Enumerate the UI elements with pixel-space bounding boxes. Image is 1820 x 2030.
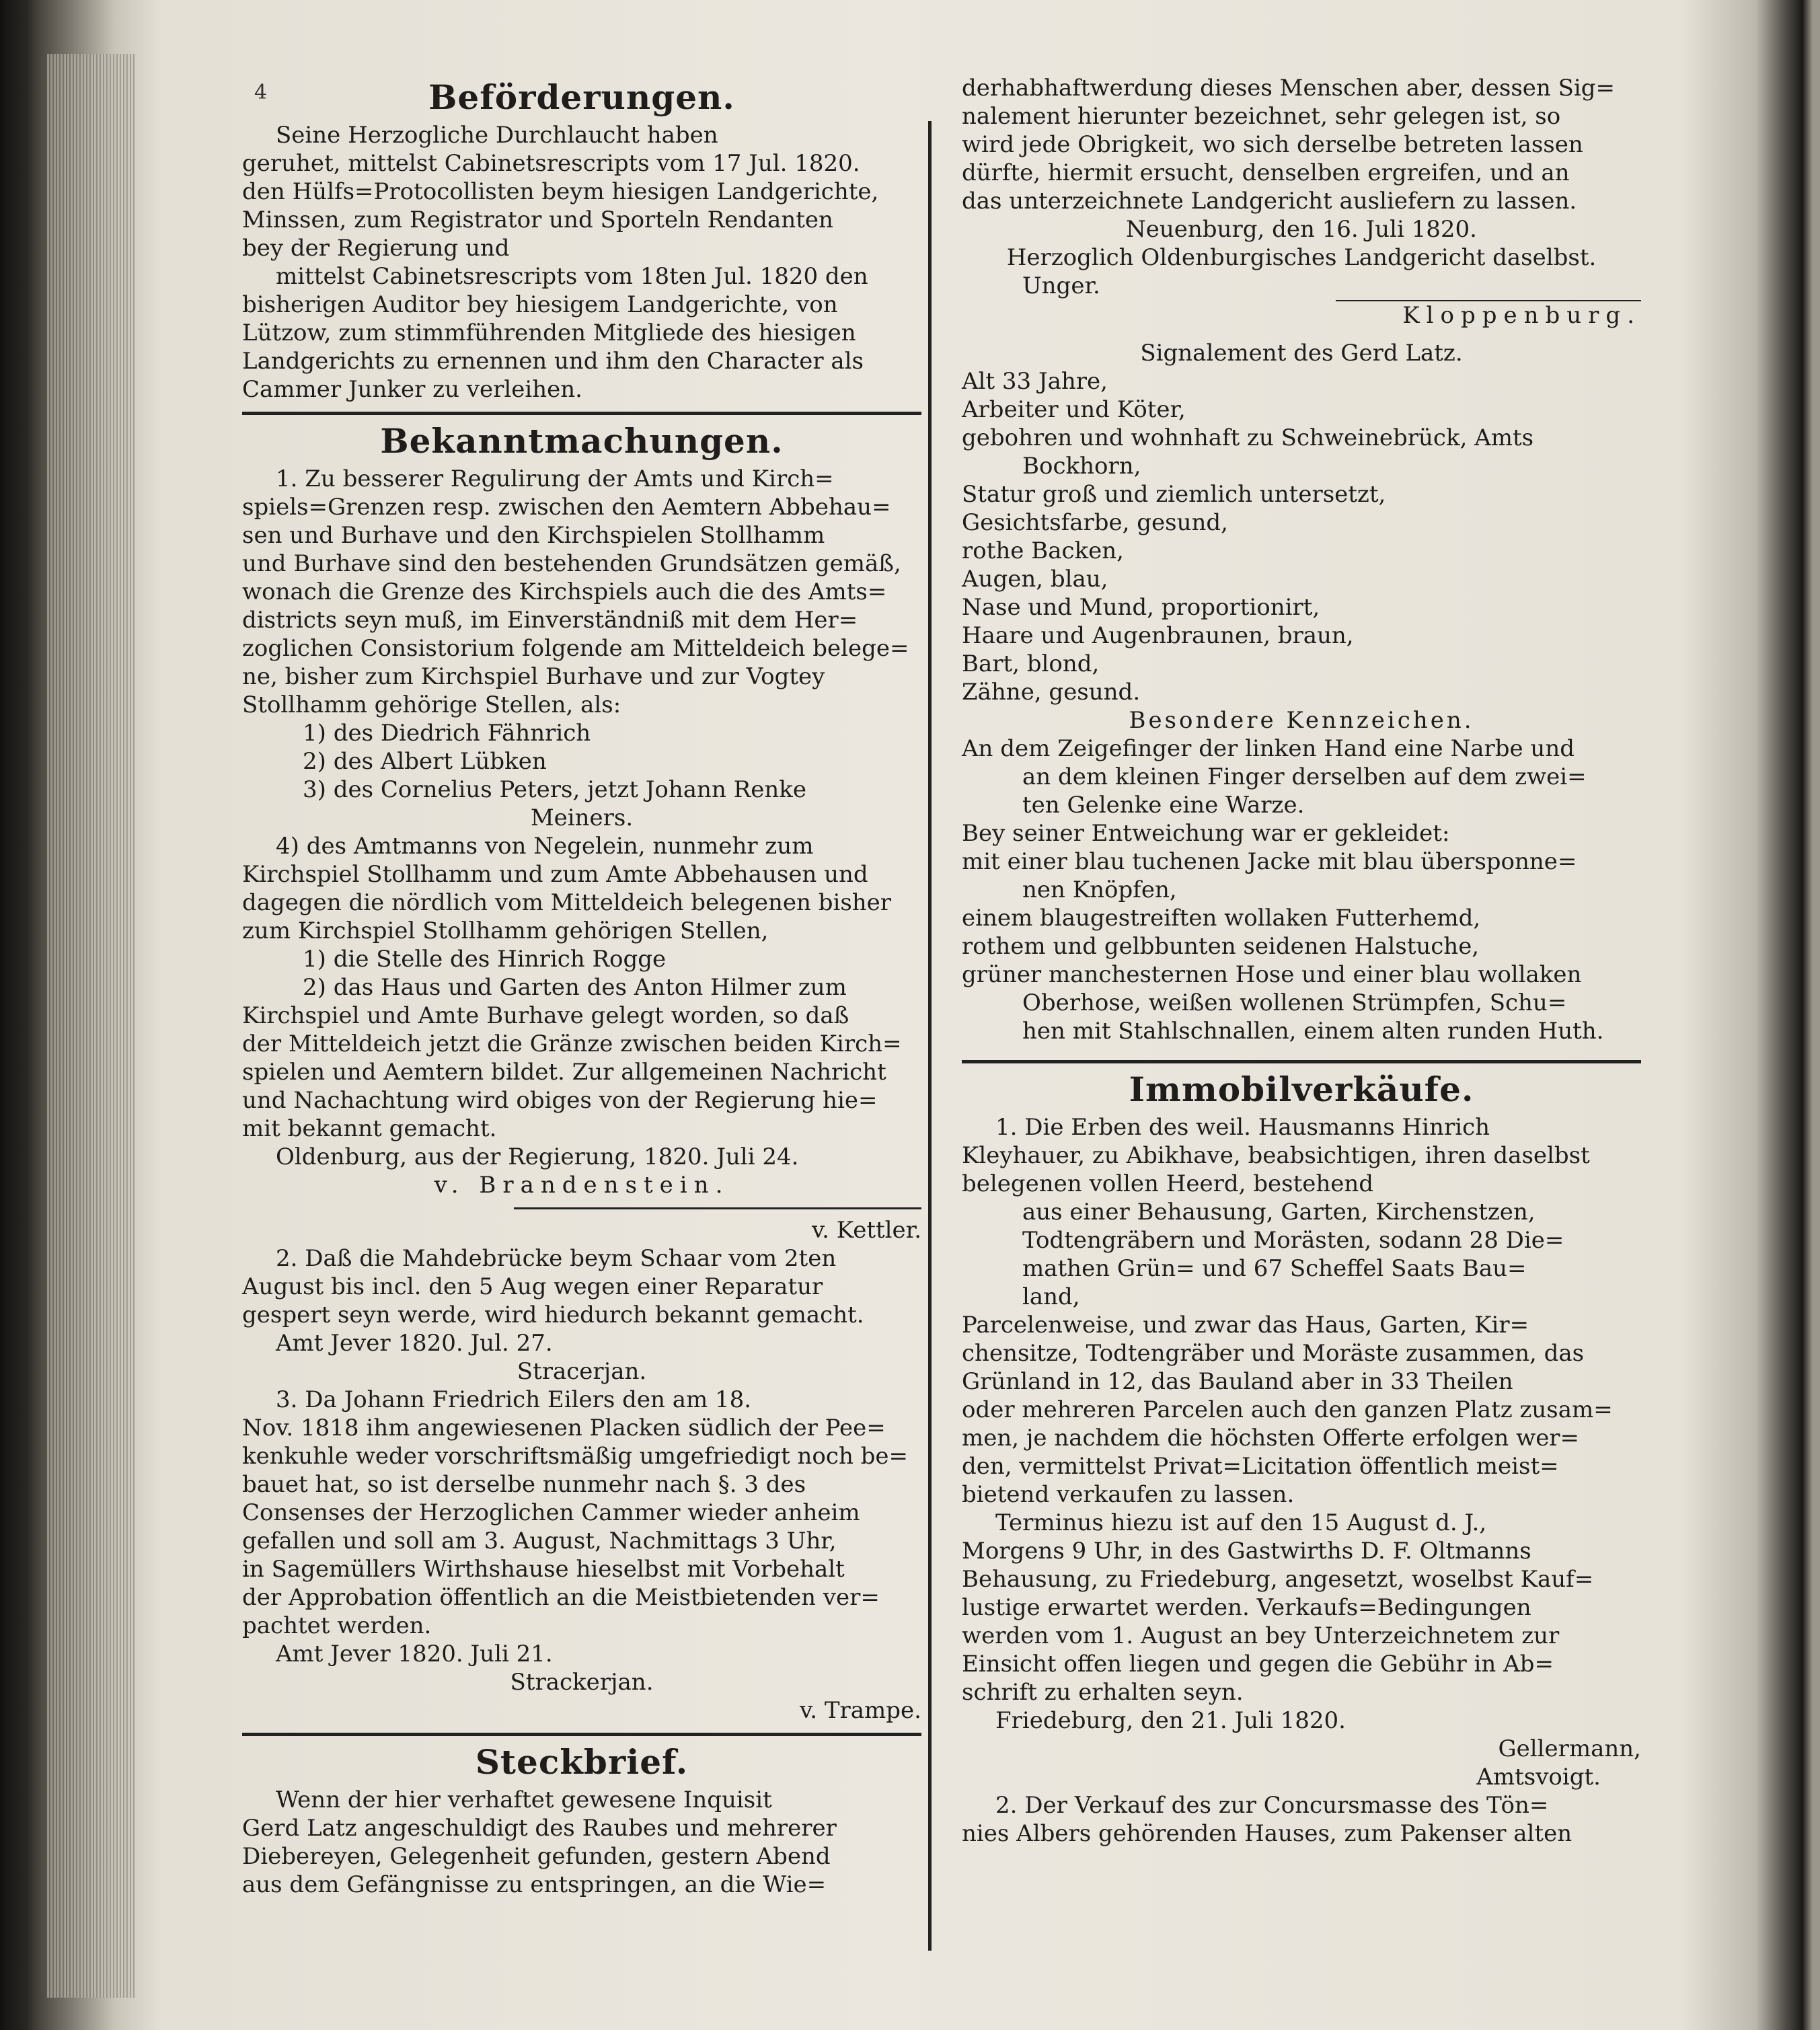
signature-rule — [514, 1207, 921, 1209]
section-rule — [242, 1733, 921, 1736]
marks-title: Besondere Kennzeichen. — [1129, 707, 1474, 734]
text-line: Kirchspiel Stollhamm und zum Amte Abbehausen und — [242, 861, 868, 888]
text-line: Nov. 1818 ihm angewiesenen Placken südlich der Pee= — [242, 1415, 886, 1441]
text-line: districts seyn muß, im Einverständniß mit dem Her= — [242, 607, 858, 634]
text-line: zum Kirchspiel Stollhamm gehörigen Stellen, — [242, 917, 769, 944]
dateline: Amt Jever 1820. Jul. 27. — [276, 1330, 553, 1357]
list-item: gebohren und wohnhaft zu Schweinebrück, Amts — [962, 424, 1534, 451]
signature: Strackerjan. — [510, 1669, 654, 1696]
list-item: 2) das Haus und Garten des Anton Hilmer zum — [303, 974, 847, 1001]
signature: Kloppenburg. — [1402, 302, 1641, 329]
text-line: 3. Da Johann Friedrich Eilers den am 18. — [276, 1386, 752, 1413]
text-line: Bey seiner Entweichung war er gekleidet: — [962, 820, 1450, 847]
text-line: Behausung, zu Friedeburg, angesetzt, woselbst Kauf= — [962, 1566, 1594, 1593]
signature: v. Trampe. — [800, 1697, 921, 1724]
text-line: Diebereyen, Gelegenheit gefunden, gestern Abend — [242, 1843, 831, 1870]
text-line: land, — [1022, 1283, 1080, 1310]
list — [242, 719, 921, 804]
list-item: Bart, blond, — [962, 650, 1100, 677]
text-line: men, je nachdem die höchsten Offerte erfolgen wer= — [962, 1425, 1580, 1452]
text-line: Kirchspiel und Amte Burhave gelegt worden, so daß — [242, 1002, 849, 1029]
text-line: Seine Herzogliche Durchlaucht haben — [276, 122, 718, 149]
text-line: werden vom 1. August an bey Unterzeichnetem zur — [962, 1622, 1560, 1649]
befoerderungen-text — [242, 121, 921, 404]
sale-notice-1 — [962, 1113, 1641, 1791]
text-line: 1. Die Erben des weil. Hausmanns Hinrich — [995, 1114, 1490, 1141]
heading-steckbrief: Steckbrief. — [475, 1742, 689, 1782]
text-line: mit bekannt gemacht. — [242, 1115, 497, 1142]
list-item: Zähne, gesund. — [962, 679, 1141, 706]
text-line: Gerd Latz angeschuldigt des Raubes und mehrerer — [242, 1815, 837, 1842]
text-line: an dem kleinen Finger derselben auf dem zwei= — [1022, 763, 1587, 790]
text-line: Wenn der hier verhaftet gewesene Inquisit — [276, 1787, 772, 1813]
list — [242, 945, 921, 1002]
list-item: 1) des Diedrich Fähnrich — [303, 720, 591, 747]
text-line: Lützow, zum stimmführenden Mitgliede des hiesigen — [242, 319, 856, 346]
text-line: ten Gelenke eine Warze. — [1022, 792, 1305, 819]
text-line: nies Albers gehörenden Hauses, zum Pakenser alten — [962, 1820, 1572, 1847]
notice-2 — [242, 1244, 921, 1386]
section-rule — [962, 1060, 1641, 1063]
text-line: aus dem Gefängnisse zu entspringen, an die Wie= — [242, 1871, 827, 1898]
text-line: Einsicht offen liegen und gegen die Gebühr in Ab= — [962, 1651, 1554, 1678]
signature: v. Brandenstein. — [434, 1172, 730, 1199]
right-column — [962, 74, 1641, 1848]
text-line: dürfte, hiermit ersucht, denselben ergreifen, und an — [962, 159, 1570, 186]
text-line: dagegen die nördlich vom Mitteldeich belegenen bisher — [242, 889, 892, 916]
sale-notice-2 — [962, 1791, 1641, 1848]
text-line: spielen und Aemtern bildet. Zur allgemeinen Nachricht — [242, 1059, 886, 1086]
text-line: 4) des Amtmanns von Negelein, nunmehr zum — [276, 833, 814, 860]
text-line: der Mitteldeich jetzt die Gränze zwischen beiden Kirch= — [242, 1030, 902, 1057]
text-line: Landgerichts zu ernennen und ihm den Character als — [242, 348, 864, 375]
text-line: aus einer Behausung, Garten, Kirchenstzen, — [1022, 1199, 1535, 1226]
list-item: rothe Backen, — [962, 537, 1124, 564]
heading-befoerderungen: Beförderungen. — [428, 77, 735, 117]
text-line: belegenen vollen Heerd, bestehend — [962, 1170, 1374, 1197]
text-line: einem blaugestreiften wollaken Futterhemd, — [962, 905, 1481, 932]
text-line: rothem und gelbbunten seidenen Halstuche, — [962, 933, 1480, 960]
text-line: bisherigen Auditor bey hiesigem Landgerichte, von — [242, 291, 838, 318]
text-line: und Burhave sind den bestehenden Grundsätzen gemäß, — [242, 550, 901, 577]
text-line: 1. Zu besserer Regulirung der Amts und Kirch= — [276, 465, 834, 492]
text-line: Kleyhauer, zu Abikhave, beabsichtigen, ihren daselbst — [962, 1142, 1590, 1169]
list-item: Bockhorn, — [1022, 453, 1141, 480]
list-item: 3) des Cornelius Peters, jetzt Johann Renke — [303, 776, 806, 803]
notice-1 — [242, 465, 921, 1244]
text-line: Oberhose, weißen wollenen Strümpfen, Schu= — [1022, 989, 1567, 1016]
dateline: Amt Jever 1820. Juli 21. — [276, 1641, 553, 1667]
list-item: Statur groß und ziemlich untersetzt, — [962, 481, 1386, 508]
text-line: 2. Daß die Mahdebrücke beym Schaar vom 2ten — [276, 1245, 837, 1272]
text-line: Cammer Junker zu verleihen. — [242, 376, 582, 403]
list-item: Nase und Mund, proportionirt, — [962, 594, 1320, 621]
list-item: Augen, blau, — [962, 566, 1108, 593]
text-line: chensitze, Todtengräber und Moräste zusammen, das — [962, 1340, 1585, 1367]
text-line: den Hülfs=Protocollisten beym hiesigen Landgerichte, — [242, 178, 879, 205]
text-line: oder mehreren Parcelen auch den ganzen Platz zusam= — [962, 1396, 1613, 1423]
text-line: bauet hat, so ist derselbe nunmehr nach §. 3 des — [242, 1471, 806, 1498]
text-line: kenkuhle weder vorschriftsmäßig umgefriedigt noch be= — [242, 1443, 909, 1470]
text-line: Grünland in 12, das Bauland aber in 33 Theilen — [962, 1368, 1513, 1395]
section-rule — [242, 412, 921, 415]
heading-immobilverkaeufe: Immobilverkäufe. — [1129, 1069, 1474, 1109]
list-item: Arbeiter und Köter, — [962, 396, 1186, 423]
text-line: Parcelenweise, und zwar das Haus, Garten, Kir= — [962, 1312, 1529, 1339]
signature: Stracerjan. — [517, 1358, 647, 1385]
signature: Gellermann, — [1498, 1735, 1641, 1762]
text-line: sen und Burhave und den Kirchspielen Stollhamm — [242, 522, 825, 549]
text-line: Meiners. — [530, 804, 634, 831]
text-line: mittelst Cabinetsrescripts vom 18ten Jul. 1820 den — [276, 263, 868, 290]
text-line: nalement hierunter bezeichnet, sehr gelegen ist, so — [962, 103, 1561, 130]
dateline: Friedeburg, den 21. Juli 1820. — [995, 1707, 1346, 1734]
text-line: mit einer blau tuchenen Jacke mit blau übersponne= — [962, 848, 1577, 875]
list-item: Gesichtsfarbe, gesund, — [962, 509, 1228, 536]
text-line: schrift zu erhalten seyn. — [962, 1679, 1244, 1706]
text-line: gefallen und soll am 3. August, Nachmittags 3 Uhr, — [242, 1528, 837, 1554]
notice-3 — [242, 1386, 921, 1725]
text-line: zoglichen Consistorium folgende am Mitteldeich belege= — [242, 635, 909, 662]
text-line: Consenses der Herzoglichen Cammer wieder anheim — [242, 1499, 860, 1526]
page-edges — [47, 54, 135, 1998]
text-line: bietend verkaufen zu lassen. — [962, 1481, 1295, 1508]
signature: Unger. — [1022, 272, 1100, 299]
steckbrief-text — [242, 1786, 921, 1899]
text-line: in Sagemüllers Wirthshause hieselbst mit Vorbehalt — [242, 1556, 845, 1583]
text-line: Stollhamm gehörige Stellen, als: — [242, 691, 621, 718]
dateline: Neuenburg, den 16. Juli 1820. — [1126, 216, 1477, 243]
text-line: 2. Der Verkauf des zur Concursmasse des Tön= — [995, 1792, 1549, 1819]
text-line: mathen Grün= und 67 Scheffel Saats Bau= — [1022, 1255, 1527, 1282]
text-line: lustige erwartet werden. Verkaufs=Bedingungen — [962, 1594, 1531, 1621]
text-line: grüner manchesternen Hose und einer blau wollaken — [962, 961, 1582, 988]
text-line: spiels=Grenzen resp. zwischen den Aemtern Abbehau= — [242, 494, 891, 521]
issuer: Herzoglich Oldenburgisches Landgericht daselbst. — [1006, 244, 1597, 271]
text-line: Todtengräbern und Morästen, sodann 28 Die= — [1022, 1227, 1564, 1254]
steckbrief-continued — [962, 74, 1641, 330]
text-line: derhabhaftwerdung dieses Menschen aber, dessen Sig= — [962, 75, 1616, 102]
column-divider — [928, 121, 932, 1951]
text-line: August bis incl. den 5 Aug wegen einer Reparatur — [242, 1273, 823, 1300]
text-line: Terminus hiezu ist auf den 15 August d. J., — [995, 1509, 1487, 1536]
signature-title: Amtsvoigt. — [1476, 1764, 1601, 1791]
list-item: 1) die Stelle des Hinrich Rogge — [303, 946, 667, 973]
text-line: pachtet werden. — [242, 1612, 432, 1639]
signalement-title: Signalement des Gerd Latz. — [1140, 340, 1463, 367]
signalement — [962, 339, 1641, 1045]
text-line: das unterzeichnete Landgericht ausliefern zu lassen. — [962, 188, 1577, 215]
list-item: Alt 33 Jahre, — [962, 368, 1108, 395]
text-line: nen Knöpfen, — [1022, 876, 1177, 903]
text-line: geruhet, mittelst Cabinetsrescripts vom 17 Jul. 1820. — [242, 150, 860, 177]
left-column — [242, 74, 921, 1899]
heading-bekanntmachungen: Bekanntmachungen. — [380, 421, 784, 461]
text-line: ne, bisher zum Kirchspiel Burhave und zur Vogtey — [242, 663, 825, 690]
text-line: bey der Regierung und — [242, 235, 510, 262]
text-line: gespert seyn werde, wird hiedurch bekannt gemacht. — [242, 1302, 864, 1328]
text-line: und Nachachtung wird obiges von der Regierung hie= — [242, 1087, 878, 1114]
text-line: der Approbation öffentlich an die Meistbietenden ver= — [242, 1584, 880, 1611]
text-line: hen mit Stahlschnallen, einem alten runden Huth. — [1022, 1018, 1604, 1045]
text-line: An dem Zeigefinger der linken Hand eine Narbe und — [962, 735, 1575, 762]
text-line: den, vermittelst Privat=Licitation öffentlich meist= — [962, 1453, 1559, 1480]
list-item: Haare und Augenbraunen, braun, — [962, 622, 1354, 649]
signature: v. Kettler. — [811, 1217, 921, 1244]
text-line: Minssen, zum Registrator und Sporteln Rendanten — [242, 206, 833, 233]
list-item: 2) des Albert Lübken — [303, 748, 547, 775]
dateline: Oldenburg, aus der Regierung, 1820. Juli 24. — [276, 1143, 799, 1170]
page-number: 4 — [254, 81, 268, 104]
text-line: Morgens 9 Uhr, in des Gastwirths D. F. Oltmanns — [962, 1538, 1531, 1565]
text-line: wird jede Obrigkeit, wo sich derselbe betreten lassen — [962, 131, 1583, 158]
text-line: wonach die Grenze des Kirchspiels auch die des Amts= — [242, 578, 887, 605]
